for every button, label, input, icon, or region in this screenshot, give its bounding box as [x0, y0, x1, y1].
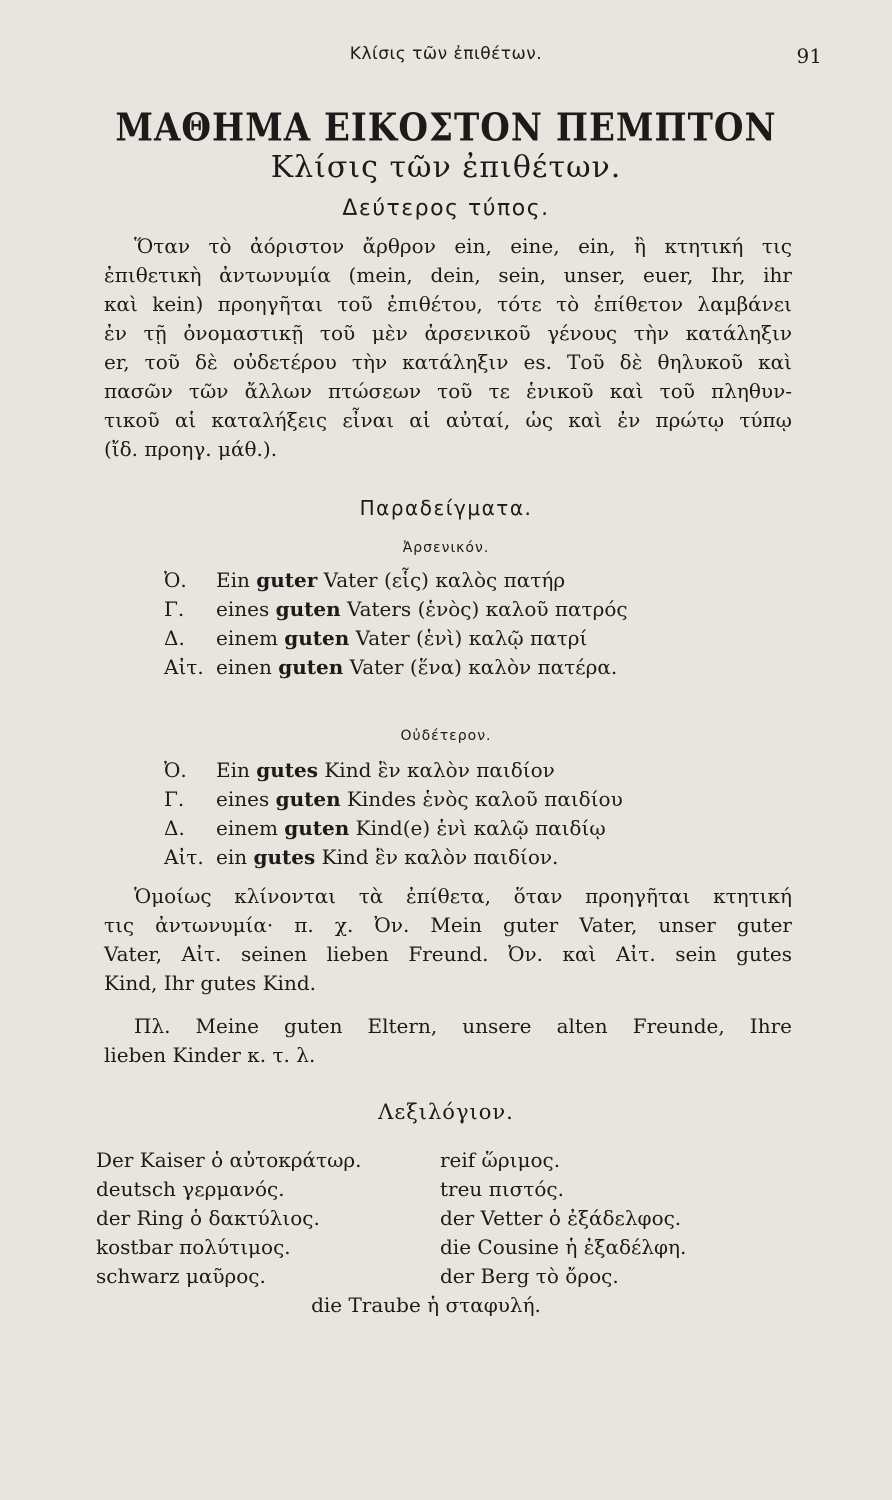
text-line: Kind, Ihr gutes Kind.: [104, 971, 316, 995]
case-label: Αἰτ.: [164, 845, 204, 869]
noun: Vater: [349, 655, 404, 679]
vocabulary-entry: treu πιστός.: [440, 1177, 564, 1201]
vocabulary-row: [96, 1262, 796, 1291]
greek-translation: ἓν καλὸν παιδίον: [377, 758, 555, 782]
masculine-declension: [164, 566, 628, 682]
case-label: Γ.: [164, 787, 185, 811]
text-line: Ὁμοίως κλίνονται τὰ ἐπίθετα, ὅταν προηγῆται κτητική: [134, 884, 792, 908]
article: einem: [216, 626, 278, 650]
adjective: gutes: [256, 758, 318, 782]
text-line: Ὅταν τὸ ἀόριστον ἄρθρον ein, eine, ein, ἢ κτητική τις: [134, 234, 792, 258]
greek-translation: ἑνὸς καλοῦ παιδίου: [422, 787, 623, 811]
text-line: er, τοῦ δὲ οὐδετέρου τὴν κατάληξιν es. Τοῦ δὲ θηλυκοῦ καὶ: [104, 350, 792, 374]
adjective: guten: [275, 787, 341, 811]
vocabulary-entry: die Cousine ἡ ἐξαδέλφη.: [440, 1235, 687, 1259]
case-label: Γ.: [164, 597, 185, 621]
examples-heading: Παραδείγματα.: [359, 496, 533, 520]
text-line: ἐπιθετικὴ ἀντωνυμία (mein, dein, sein, unser, euer, Ihr, ihr: [104, 263, 792, 287]
declension-row: [164, 653, 628, 682]
intro-paragraph: [104, 232, 792, 464]
declension-row: [164, 624, 628, 653]
text-line: (ἴδ. προηγ. μάθ.).: [104, 437, 278, 461]
noun: Kindes: [346, 787, 417, 811]
text-line: τικοῦ αἱ καταλήξεις εἶναι αἱ αὐταί, ὡς καὶ ἐν πρώτῳ τύπῳ: [104, 408, 792, 432]
vocabulary-entry: deutsch γερμανός.: [96, 1177, 285, 1201]
article: Ein: [216, 758, 250, 782]
text-line: Πλ. Meine guten Eltern, unsere alten Freunde, Ihre: [134, 1014, 792, 1038]
neuter-heading: Οὐδέτερον.: [400, 728, 492, 744]
article: einen: [216, 655, 272, 679]
noun: Kind(e): [355, 816, 431, 840]
greek-translation: (ἑνὶ) καλῷ πατρί: [416, 626, 588, 650]
vocabulary-heading: Λεξιλόγιον.: [378, 1100, 514, 1124]
text-line: τις ἀντωνυμία· π. χ. Ὀν. Mein guter Vater, unser guter: [104, 913, 792, 937]
article: einem: [216, 816, 278, 840]
case-label: Ὀ.: [164, 758, 187, 782]
text-line: Vater, Αἰτ. seinen lieben Freund. Ὀν. καὶ Αἰτ. sein gutes: [104, 942, 792, 966]
running-title: Κλίσις τῶν ἐπιθέτων.: [349, 44, 543, 64]
vocabulary-entry: Der Kaiser ὁ αὐτοκράτωρ.: [96, 1148, 362, 1172]
case-label: Αἰτ.: [164, 655, 204, 679]
vocabulary-entry: reif ὥριμος.: [440, 1148, 561, 1172]
vocabulary-row: [96, 1204, 796, 1233]
adjective: guten: [284, 816, 350, 840]
case-label: Ὀ.: [164, 568, 187, 592]
vocabulary-row: [96, 1146, 796, 1175]
greek-translation: ἑνὶ καλῷ παιδίῳ: [436, 816, 606, 840]
article: ein: [216, 845, 248, 869]
article: Ein: [216, 568, 250, 592]
vocabulary-entry: die Traube ἡ σταφυλή.: [311, 1293, 541, 1317]
vocabulary-row: [96, 1233, 796, 1262]
lesson-title: ΜΑΘΗΜΑ ΕΙΚΟΣΤΟΝ ΠΕΜΠΤΟΝ: [115, 105, 777, 151]
greek-translation: (εἷς) καλὸς πατήρ: [383, 568, 566, 592]
adjective: guten: [284, 626, 350, 650]
noun: Kind: [321, 845, 369, 869]
vocabulary-entry: der Ring ὁ δακτύλιος.: [96, 1206, 320, 1230]
similar-paragraph: [104, 882, 792, 998]
article: eines: [216, 597, 270, 621]
declension-row: [164, 785, 623, 814]
article: eines: [216, 787, 270, 811]
text-line: lieben Kinder κ. τ. λ.: [104, 1043, 316, 1067]
plural-paragraph: [104, 1012, 792, 1070]
neuter-declension: [164, 756, 623, 872]
noun: Vater: [355, 626, 410, 650]
text-line: ἐν τῇ ὀνομαστικῇ τοῦ μὲν ἀρσενικοῦ γένους τὴν κατάληξιν: [104, 321, 792, 345]
greek-translation: (ἑνὸς) καλοῦ πατρός: [417, 597, 628, 621]
page-number: 91: [796, 44, 822, 68]
vocabulary-list: [96, 1146, 796, 1320]
vocabulary-row: [96, 1175, 796, 1204]
masculine-heading: Ἀρσενικόν.: [402, 540, 490, 556]
adjective: guter: [256, 568, 318, 592]
vocabulary-entry: der Vetter ὁ ἐξάδελφος.: [440, 1206, 682, 1230]
declension-row: [164, 814, 623, 843]
case-label: Δ.: [164, 816, 185, 840]
adjective: guten: [275, 597, 341, 621]
text-line: πασῶν τῶν ἄλλων πτώσεων τοῦ τε ἑνικοῦ καὶ τοῦ πληθυν-: [104, 379, 792, 403]
noun: Vater: [323, 568, 378, 592]
vocabulary-entry: schwarz μαῦρος.: [96, 1264, 266, 1288]
vocabulary-entry: der Berg τὸ ὄρος.: [440, 1264, 619, 1288]
declension-row: [164, 566, 628, 595]
declension-row: [164, 756, 623, 785]
vocabulary-entry: kostbar πολύτιμος.: [96, 1235, 291, 1259]
greek-translation: ἓν καλὸν παιδίον.: [374, 845, 559, 869]
declension-row: [164, 843, 623, 872]
text-line: καὶ kein) προηγῆται τοῦ ἐπιθέτου, τότε τὸ ἐπίθετον λαμβάνει: [104, 292, 792, 316]
case-label: Δ.: [164, 626, 185, 650]
adjective: gutes: [253, 845, 316, 869]
noun: Vaters: [346, 597, 412, 621]
greek-translation: (ἕνα) καλὸν πατέρα.: [409, 655, 618, 679]
declension-type: Δεύτερος τύπος.: [342, 196, 550, 221]
noun: Kind: [324, 758, 372, 782]
lesson-subtitle: Κλίσις τῶν ἐπιθέτων.: [270, 150, 622, 185]
adjective: guten: [278, 655, 344, 679]
declension-row: [164, 595, 628, 624]
